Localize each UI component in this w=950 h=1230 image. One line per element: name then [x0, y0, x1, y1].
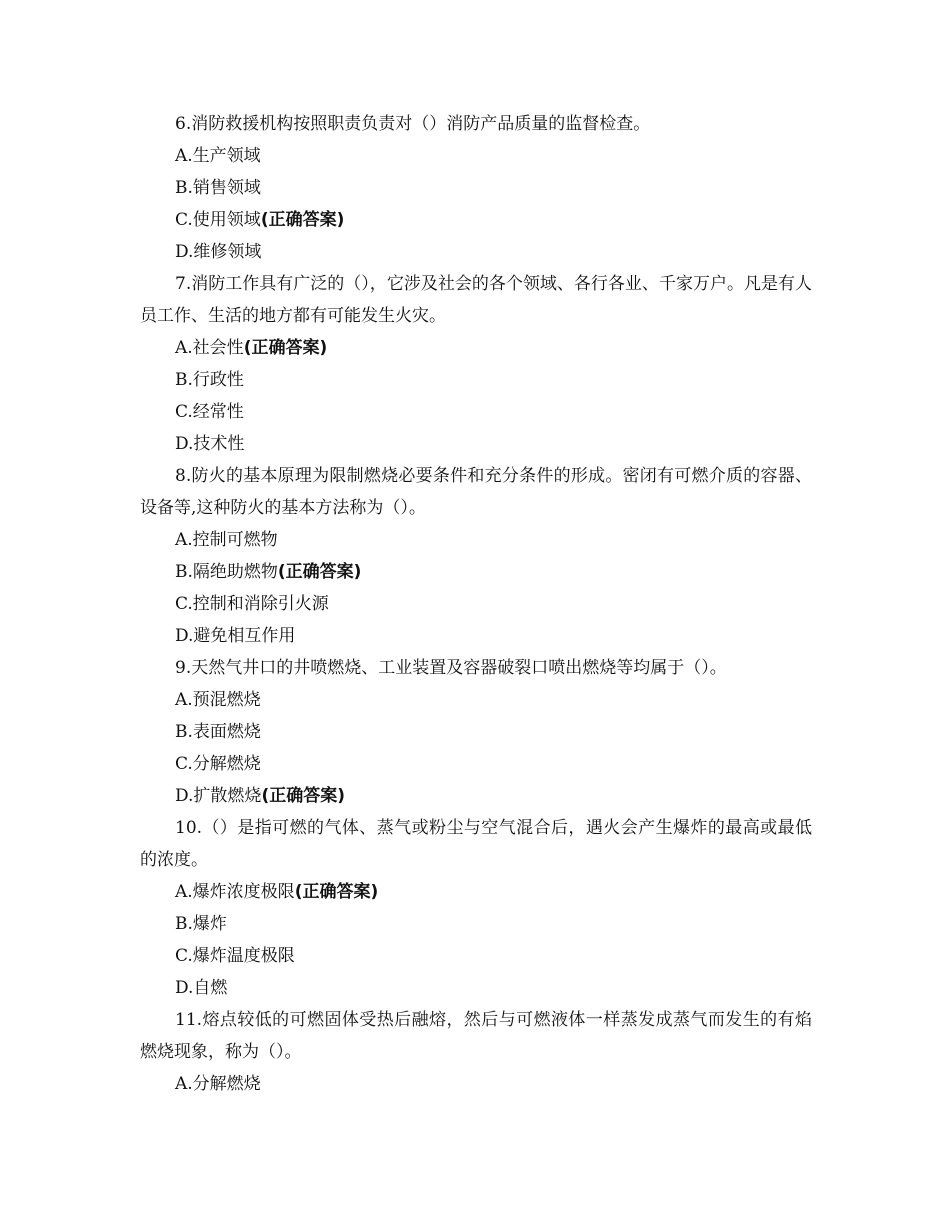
- answer-option: [140, 428, 812, 460]
- option-text: A.爆炸浓度极限: [175, 882, 295, 902]
- answer-option: [140, 940, 812, 972]
- answer-option: [140, 396, 812, 428]
- answer-option: [140, 172, 812, 204]
- correct-answer-mark: (正确答案): [294, 882, 379, 902]
- option-text: C.爆炸温度极限: [175, 946, 295, 966]
- question-stem: 6.消防救援机构按照职责负责对（）消防产品质量的监督检查。: [175, 114, 651, 134]
- question-stem: 7.消防工作具有广泛的（），它涉及社会的各个领域、各行各业、千家万户。凡是有人员工作、生活的地方都有可能发生火灾。: [140, 274, 812, 326]
- option-text: C.经常性: [175, 402, 244, 422]
- answer-option: [140, 556, 812, 588]
- correct-answer-mark: (正确答案): [243, 338, 328, 358]
- answer-option: [140, 1068, 812, 1100]
- option-text: B.表面燃烧: [175, 722, 261, 742]
- question-stem: 11.熔点较低的可燃固体受热后融熔，然后与可燃液体一样蒸发成蒸气而发生的有焰燃烧现象，称为（）。: [140, 1010, 812, 1062]
- option-text: A.预混燃烧: [175, 690, 261, 710]
- correct-answer-mark: (正确答案): [261, 786, 345, 806]
- option-text: D.自燃: [175, 978, 228, 998]
- question-list: [140, 108, 812, 1100]
- option-text: A.社会性: [175, 338, 244, 358]
- answer-option: [140, 524, 812, 556]
- correct-answer-mark: (正确答案): [277, 562, 362, 582]
- option-text: C.控制和消除引火源: [175, 594, 329, 614]
- option-text: C.分解燃烧: [175, 754, 261, 774]
- option-text: D.扩散燃烧: [175, 786, 262, 806]
- option-text: B.隔绝助燃物: [175, 562, 278, 582]
- answer-option: [140, 204, 812, 236]
- option-text: B.行政性: [175, 370, 244, 390]
- answer-option: [140, 236, 812, 268]
- option-text: B.爆炸: [175, 914, 227, 934]
- option-text: D.避免相互作用: [175, 626, 296, 646]
- option-text: D.维修领域: [175, 242, 262, 262]
- option-text: A.生产领域: [175, 146, 261, 166]
- answer-option: [140, 876, 812, 908]
- answer-option: [140, 620, 812, 652]
- answer-option: [140, 588, 812, 620]
- answer-option: [140, 140, 812, 172]
- question-stem: 8.防火的基本原理为限制燃烧必要条件和充分条件的形成。密闭有可燃介质的容器、设备等,这种防火的基本方法称为（）。: [140, 466, 812, 518]
- answer-option: [140, 332, 812, 364]
- answer-option: [140, 780, 812, 812]
- answer-option: [140, 364, 812, 396]
- answer-option: [140, 748, 812, 780]
- answer-option: [140, 908, 812, 940]
- option-text: D.技术性: [175, 434, 245, 454]
- option-text: A.分解燃烧: [175, 1074, 261, 1094]
- answer-option: [140, 972, 812, 1004]
- correct-answer-mark: (正确答案): [260, 210, 345, 230]
- answer-option: [140, 716, 812, 748]
- option-text: A.控制可燃物: [175, 530, 278, 550]
- option-text: C.使用领域: [175, 210, 261, 230]
- question-stem: 10.（）是指可燃的气体、蒸气或粉尘与空气混合后，遇火会产生爆炸的最高或最低的浓度。: [140, 818, 812, 870]
- answer-option: [140, 684, 812, 716]
- question-stem: 9.天然气井口的井喷燃烧、工业装置及容器破裂口喷出燃烧等均属于（）。: [175, 658, 727, 678]
- option-text: B.销售领域: [175, 178, 261, 198]
